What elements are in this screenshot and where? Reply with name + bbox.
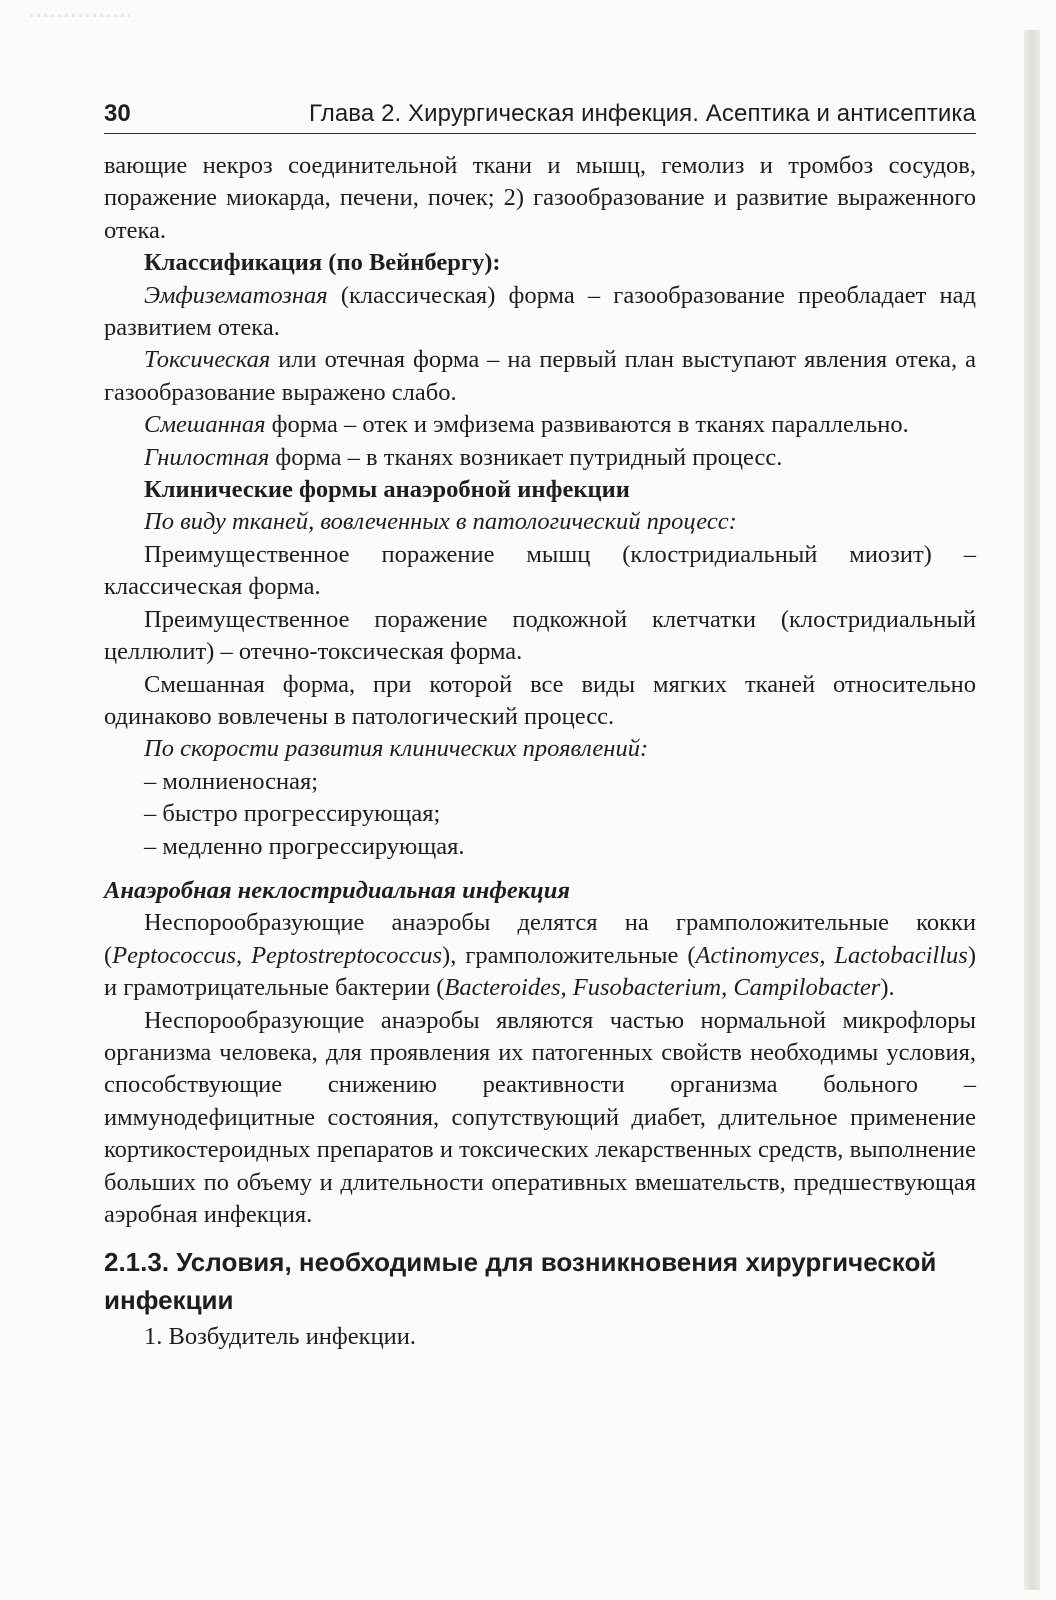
page-number: 30	[104, 100, 131, 127]
latin-genus: Actinomyces, Lactobacillus	[695, 941, 968, 969]
book-page	[104, 100, 976, 1354]
nonclostridial-paragraph-1	[104, 907, 976, 1004]
by-tissue-item: Преимущественное поражение мышц (клостридиальный миозит) – классическая форма.	[104, 540, 976, 601]
by-tissue-heading: По виду тканей, вовлеченных в патологический процесс:	[144, 508, 737, 536]
continuation-paragraph: вающие некроз соединительной ткани и мышц, гемолиз и тромбоз сосудов, поражение миокарда, печени, почек; 2) газообразование и развитие выраженного отека.	[104, 152, 976, 244]
form-emphysematous	[104, 280, 976, 345]
form-text: или отечная форма – на первый план выступают явления отека, а газообразование выражено слабо.	[104, 346, 976, 406]
chapter-title: Глава 2. Хирургическая инфекция. Асептика и антисептика	[308, 100, 976, 127]
form-term: Гнилостная	[144, 443, 270, 471]
by-speed-item: – медленно прогрессирующая.	[144, 832, 465, 860]
form-text: (классическая) форма – газообразование преобладает над развитием отека.	[104, 281, 976, 342]
scan-specks	[30, 14, 130, 17]
classification-heading: Классификация (по Вейнбергу):	[144, 249, 501, 277]
text-run: ) и грамотрицательные бактерии (	[104, 941, 976, 1002]
page-edge-shadow	[1024, 30, 1040, 1590]
by-speed-item: – молниеносная;	[144, 767, 319, 795]
form-putrid	[104, 442, 976, 474]
clinical-forms-heading: Клинические формы анаэробной инфекции	[144, 476, 630, 504]
form-mixed	[104, 409, 976, 441]
section-item: 1. Возбудитель инфекции.	[144, 1323, 417, 1351]
form-toxic	[104, 344, 976, 409]
form-term: Эмфизематозная	[144, 281, 328, 309]
latin-genus: Peptococcus, Peptostreptococcus	[112, 941, 443, 969]
nonclostridial-heading: Анаэробная неклостридиальная инфекция	[104, 876, 571, 904]
running-header	[104, 100, 976, 134]
text-run: ).	[880, 974, 895, 1002]
form-text: форма – отек и эмфизема развиваются в тканях параллельно.	[265, 411, 909, 439]
text-run: ), грамположительные (	[442, 941, 696, 969]
nonclostridial-paragraph-2: Неспорообразующие анаэробы являются частью нормальной микрофлоры организма человека, для проявления их патогенных свойств необходимы условия, способствующие снижению реактивности организма больного – иммунодефицитные состояния, сопутствующий диабет, длительное применение кортикостероидных препаратов и токсических лекарственных средств, выполнение больших по объему и длительности оперативных вмешательств, предшествующая аэробная инфекция.	[104, 1006, 976, 1228]
latin-genus: Bacteroides, Fusobacterium, Campilobacter	[444, 974, 881, 1002]
by-speed-heading: По скорости развития клинических проявлений:	[144, 735, 649, 763]
form-term: Смешанная	[144, 411, 266, 439]
by-tissue-item: Смешанная форма, при которой все виды мягких тканей относительно одинаково вовлечены в патологический процесс.	[104, 670, 976, 730]
by-speed-item: – быстро прогрессирующая;	[144, 800, 441, 828]
text-run: Неспорообразующие анаэробы делятся на грамположительные кокки (	[104, 909, 976, 969]
section-heading: 2.1.3. Условия, необходимые для возникновения хирургической инфекции	[104, 1247, 937, 1316]
form-text: форма – в тканях возникает путридный процесс.	[269, 443, 783, 471]
by-tissue-item: Преимущественное поражение подкожной клетчатки (клостридиальный целлюлит) – отечно-токсическая форма.	[104, 605, 976, 666]
form-term: Токсическая	[144, 346, 271, 374]
